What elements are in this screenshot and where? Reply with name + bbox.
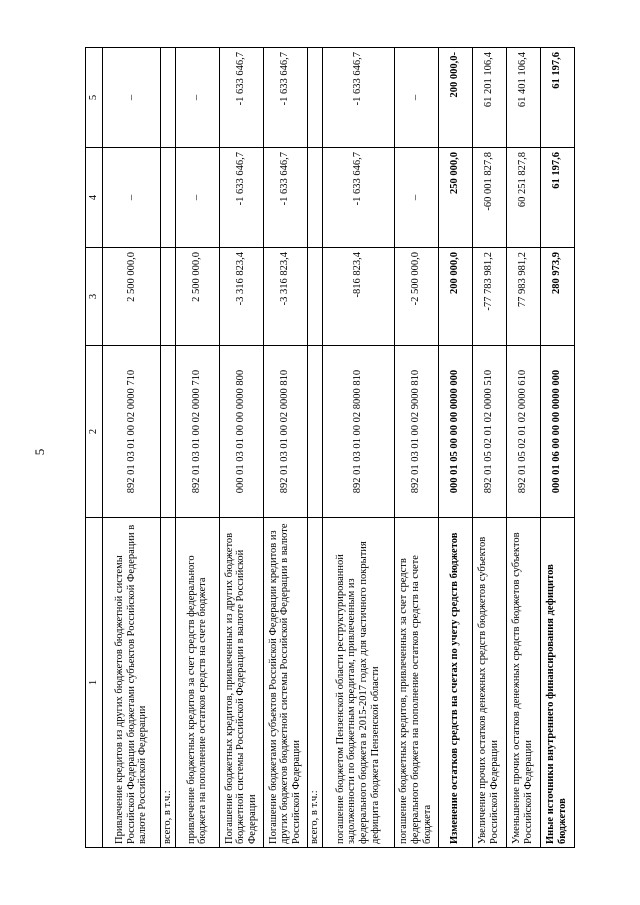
row-value-col3: 200 000,0 (438, 248, 472, 346)
table-row (394, 48, 438, 848)
table-header-row (86, 48, 103, 848)
row-value-col4: -60 001 827,8 (472, 148, 506, 248)
row-value-col3: 280 973,9 (540, 248, 574, 346)
row-value-col5: -1 633 646,7 (219, 48, 263, 148)
row-value-col4: -1 633 646,7 (263, 148, 307, 248)
row-code-cell: 892 01 03 01 00 02 0000 810 (263, 346, 307, 518)
page-number: 5 (32, 448, 47, 456)
header-cell: 1 (86, 518, 103, 848)
table-row (263, 48, 307, 848)
row-value-col5 (161, 48, 176, 148)
table-body (86, 48, 575, 848)
table-row (322, 48, 394, 848)
row-value-col3: -2 500 000,0 (394, 248, 438, 346)
row-code-cell: 892 01 03 01 00 02 0000 710 (175, 346, 219, 518)
table-row (472, 48, 506, 848)
row-code-cell: 000 01 06 00 00 00 0000 000 (540, 346, 574, 518)
row-value-col5: – (103, 48, 161, 148)
header-cell: 3 (86, 248, 103, 346)
row-code-cell: 892 01 03 01 00 02 9000 810 (394, 346, 438, 518)
row-value-col5: – (175, 48, 219, 148)
row-name-cell: Привлечение кредитов из других бюджетов бюджетной системы Российской Федерации бюджетами субъектов Российской Федерации в валюте Российской Федерации (103, 518, 161, 848)
financing-sources-table (85, 47, 575, 848)
row-value-col5: -1 633 646,7 (322, 48, 394, 148)
row-code-cell: 000 01 03 01 00 00 0000 800 (219, 346, 263, 518)
row-value-col5 (307, 48, 322, 148)
row-value-col4: – (394, 148, 438, 248)
row-name-cell: Уменьшение прочих остатков денежных средств бюджетов субъектов Российской Федерации (506, 518, 540, 848)
row-code-cell: 892 01 03 01 00 02 8000 810 (322, 346, 394, 518)
row-name-cell: Увеличение прочих остатков денежных средств бюджетов субъектов Российской Федерации (472, 518, 506, 848)
row-value-col4: 60 251 827,8 (506, 148, 540, 248)
row-value-col4 (307, 148, 322, 248)
row-name-cell: погашение бюджетом Пензенской области реструктурированной задолженности по бюджетным кредитам, привлеченным из федерального бюджета в 2015-2017 годах для частичного покрытия дефицита бюджета Пензенской области (322, 518, 394, 848)
row-value-col3: -3 316 823,4 (219, 248, 263, 346)
row-value-col5: 200 000,0- (438, 48, 472, 148)
row-value-col3: 77 983 981,2 (506, 248, 540, 346)
table-row (103, 48, 161, 848)
row-value-col3: -3 316 823,4 (263, 248, 307, 346)
row-value-col4: -1 633 646,7 (322, 148, 394, 248)
row-value-col4: 61 197,6 (540, 148, 574, 248)
row-name-cell: погашение бюджетных кредитов, привлеченных за счет средств федерального бюджета на пополнение остатков средств на счете бюджета (394, 518, 438, 848)
row-code-cell: 892 01 03 01 00 02 0000 710 (103, 346, 161, 518)
row-value-col4: 250 000,0 (438, 148, 472, 248)
row-value-col3 (161, 248, 176, 346)
row-name-cell: привлечение бюджетных кредитов за счет средств федерального бюджета на пополнение остатков средств на счете бюджета (175, 518, 219, 848)
row-value-col4: -1 633 646,7 (219, 148, 263, 248)
row-code-cell: 892 01 05 02 01 02 0000 610 (506, 346, 540, 518)
table-row (506, 48, 540, 848)
row-name-cell: всего, в т.ч.: (161, 518, 176, 848)
row-value-col3 (307, 248, 322, 346)
row-value-col4: – (103, 148, 161, 248)
row-name-cell: всего, в т.ч.: (307, 518, 322, 848)
row-value-col3: 2 500 000,0 (175, 248, 219, 346)
header-cell: 2 (86, 346, 103, 518)
table-row (307, 48, 322, 848)
row-value-col3: -816 823,4 (322, 248, 394, 346)
row-name-cell: Погашение бюджетами субъектов Российской Федерации кредитов из других бюджетов бюджетной системы Российской Федерации в валюте Российской Федерации (263, 518, 307, 848)
table-row (175, 48, 219, 848)
header-cell: 5 (86, 48, 103, 148)
row-value-col3: -77 783 981,2 (472, 248, 506, 346)
row-value-col3: 2 500 000,0 (103, 248, 161, 346)
row-value-col5: 61 201 106,4 (472, 48, 506, 148)
row-value-col4: – (175, 148, 219, 248)
header-cell: 4 (86, 148, 103, 248)
row-name-cell: Иные источники внутреннего финансирования дефицитов бюджетов (540, 518, 574, 848)
row-name-cell: Изменение остатков средств на счетах по учету средств бюджетов (438, 518, 472, 848)
row-value-col5: -1 633 646,7 (263, 48, 307, 148)
row-code-cell (161, 346, 176, 518)
row-value-col5: 61 401 106,4 (506, 48, 540, 148)
row-code-cell: 892 01 05 02 01 02 0000 510 (472, 346, 506, 518)
row-value-col5: – (394, 48, 438, 148)
row-code-cell (307, 346, 322, 518)
row-value-col4 (161, 148, 176, 248)
row-name-cell: Погашение бюджетных кредитов, привлеченных из других бюджетов бюджетной системы Российской Федерации в валюте Российской Федерации (219, 518, 263, 848)
row-code-cell: 000 01 05 00 00 00 0000 000 (438, 346, 472, 518)
table-row (438, 48, 472, 848)
row-value-col5: 61 197,6 (540, 48, 574, 148)
rotated-page-content (85, 48, 568, 848)
table-row (540, 48, 574, 848)
table-row (219, 48, 263, 848)
table-row (161, 48, 176, 848)
